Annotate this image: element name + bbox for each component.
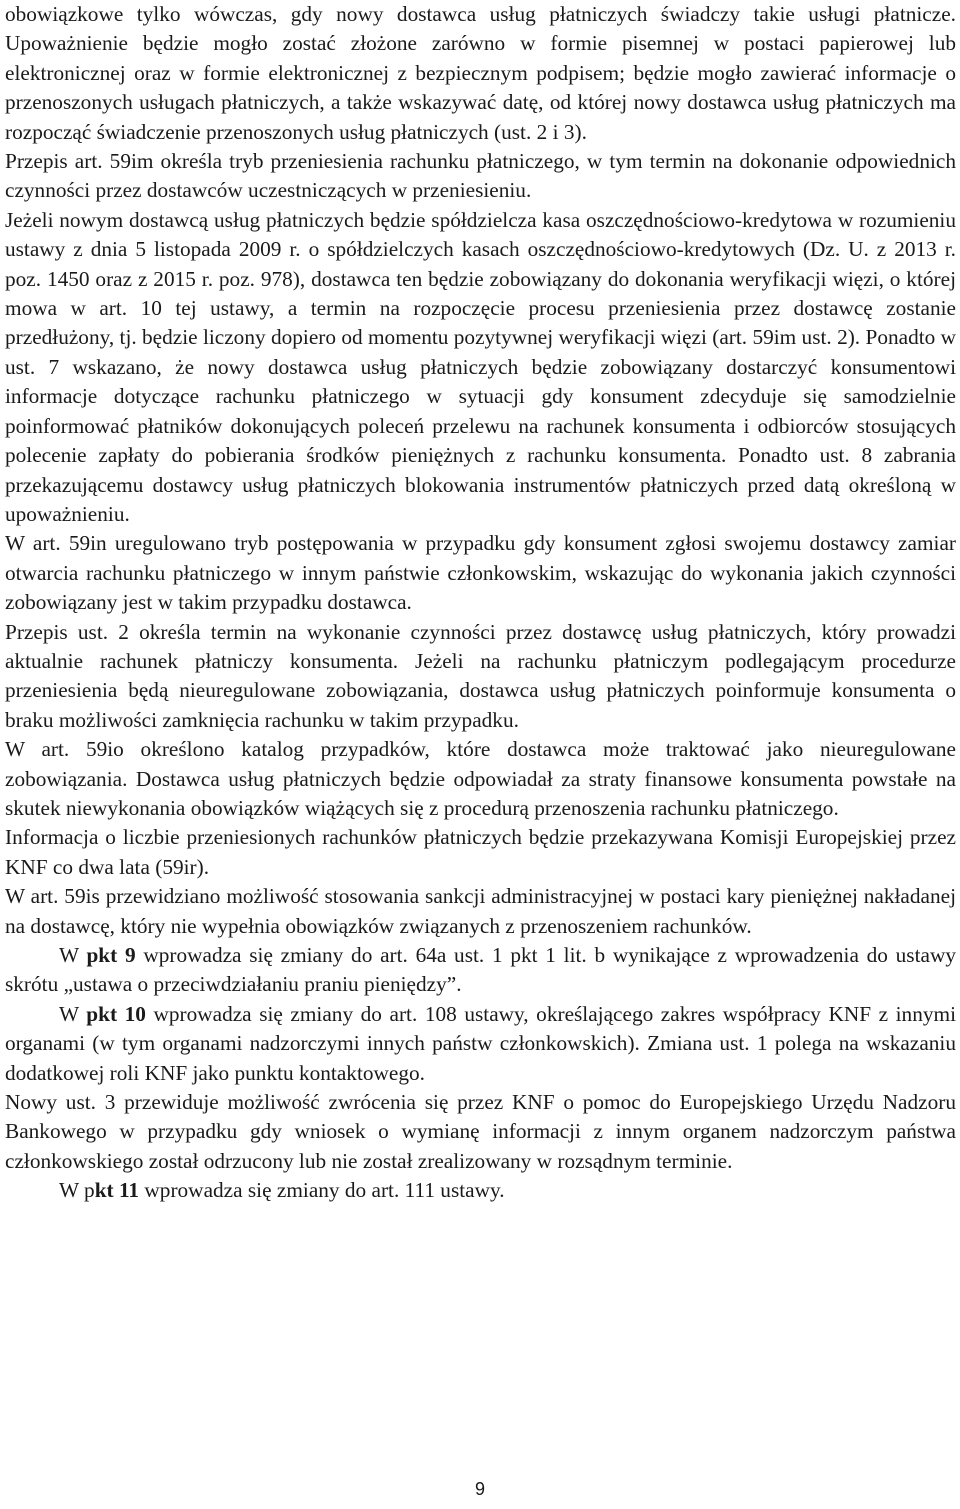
paragraph-text: wprowadza się zmiany do art. 64a ust. 1 pkt 1 lit. b wynikające z wprowadzenia do ustawy skrótu „ustawa o przeciwdziałaniu praniu pieniędzy”.	[5, 943, 956, 997]
paragraph-text: W	[59, 1001, 87, 1026]
paragraph-bold-text: kt 11	[94, 1178, 140, 1203]
paragraph-text: Nowy ust. 3 przewiduje możliwość zwrócenia się przez KNF o pomoc do Europejskiego Urzędu Nadzoru Bankowego w przypadku gdy wniosek o wymianę informacji z innym organem nadzorczym państwa członkowskiego został odrzucony lub nie został zrealizowany w rozsądnym terminie.	[5, 1090, 956, 1173]
paragraph-p3	[5, 206, 956, 529]
paragraph-p12	[5, 1176, 956, 1205]
paragraph-text: W art. 59in uregulowano tryb postępowania w przypadku gdy konsument zgłosi swojemu dostawcy zamiar otwarcia rachunku płatniczego w innym państwie członkowskim, wskazując do wykonania jakich czynności zobowiązany jest w takim przypadku dostawca.	[5, 531, 956, 615]
paragraph-text: W p	[59, 1178, 95, 1203]
paragraph-text: Przepis ust. 2 określa termin na wykonanie czynności przez dostawcę usług płatniczych, który prowadzi aktualnie rachunek płatniczy konsumenta. Jeżeli na rachunku płatniczym podlegającym procedurze przeniesienia będą nieuregulowane zobowiązania, dostawca usług płatniczych poinformuje konsumenta o braku możliwości zamknięcia rachunku w takim przypadku.	[5, 619, 956, 732]
paragraph-p11	[5, 1088, 956, 1176]
document-body	[5, 0, 956, 1206]
paragraph-p9	[5, 941, 956, 1000]
paragraph-text: wprowadza się zmiany do art. 111 ustawy.	[139, 1178, 505, 1203]
page-number: 9	[474, 1479, 485, 1499]
paragraph-p10	[5, 1000, 956, 1088]
paragraph-text: W	[59, 943, 87, 967]
paragraph-p6	[5, 735, 956, 823]
paragraph-p5	[5, 618, 956, 736]
paragraph-text: W art. 59io określono katalog przypadków, które dostawca może traktować jako nieuregulowane zobowiązania. Dostawca usług płatniczych będzie odpowiadał za straty finansowe konsumenta powstałe na skutek niewykonania obowiązków wiążących się z procedurą przenoszenia rachunku płatniczego.	[5, 737, 956, 820]
paragraph-p4	[5, 529, 956, 617]
paragraph-text: W art. 59is przewidziano możliwość stosowania sankcji administracyjnej w postaci kary pieniężnej nakładanej na dostawcę, który nie wypełnia obowiązków związanych z przenoszeniem rachunków.	[5, 884, 956, 938]
paragraph-p8	[5, 882, 956, 941]
paragraph-p7	[5, 823, 956, 882]
paragraph-text: obowiązkowe tylko wówczas, gdy nowy dostawca usług płatniczych świadczy takie usługi płatnicze. Upoważnienie będzie mogło zostać złożone zarówno w formie pisemnej w postaci papierowej lub elektronicznej oraz w formie elektronicznej z bezpiecznym podpisem; będzie mogło zawierać informacje o przenoszonych usługach płatniczych, a także wskazywać datę, od której nowy dostawca usług płatniczych ma rozpocząć świadczenie przenoszonych usług płatniczych (ust. 2 i 3).	[5, 2, 956, 144]
paragraph-text: Jeżeli nowym dostawcą usług płatniczych będzie spółdzielcza kasa oszczędnościowo-kredytowa w rozumieniu ustawy z dnia 5 listopada 2009 r. o spółdzielczych kasach oszczędnościowo-kredytowych (Dz. U. z 2013 r. poz. 1450 oraz z 2015 r. poz. 978), dostawca ten będzie zobowiązany do dokonania weryfikacji więzi, o której mowa w art. 10 tej ustawy, a termin na rozpoczęcie procesu przeniesienia przez dostawcę zostanie przedłużony, tj. będzie liczony dopiero od momentu pozytywnej weryfikacji więzi (art. 59im ust. 2). Ponadto w ust. 7 wskazano, że nowy dostawca usług płatniczych będzie zobowiązany dostarczyć konsumentowi informacje dotyczące rachunku płatniczego w sytuacji gdy konsument zdecyduje się samodzielnie poinformować płatników dokonujących poleceń przelewu na rachunek konsumenta i odbiorców stosujących polecenie zapłaty do pobierania środków pieniężnych z rachunku konsumenta. Ponadto ust. 8 zabrania przekazującemu dostawcy usług płatniczych blokowania instrumentów płatniczych przed datą określoną w upoważnieniu.	[5, 207, 956, 526]
paragraph-p2	[5, 147, 956, 206]
paragraph-p1	[5, 0, 956, 147]
paragraph-bold-text: pkt 10	[86, 1001, 146, 1026]
paragraph-text: Przepis art. 59im określa tryb przeniesienia rachunku płatniczego, w tym termin na dokonanie odpowiednich czynności przez dostawców uczestniczących w przeniesieniu.	[5, 149, 956, 203]
paragraph-bold-text: pkt 9	[86, 943, 136, 967]
paragraph-text: wprowadza się zmiany do art. 108 ustawy, określającego zakres współpracy KNF z innymi organami (w tym organami nadzorczymi innych państw członkowskich). Zmiana ust. 1 polega na wskazaniu dodatkowej roli KNF jako punktu kontaktowego.	[5, 1001, 956, 1085]
paragraph-text: Informacja o liczbie przeniesionych rachunków płatniczych będzie przekazywana Komisji Europejskiej przez KNF co dwa lata (59ir).	[5, 825, 956, 879]
document-page	[5, 0, 956, 1206]
